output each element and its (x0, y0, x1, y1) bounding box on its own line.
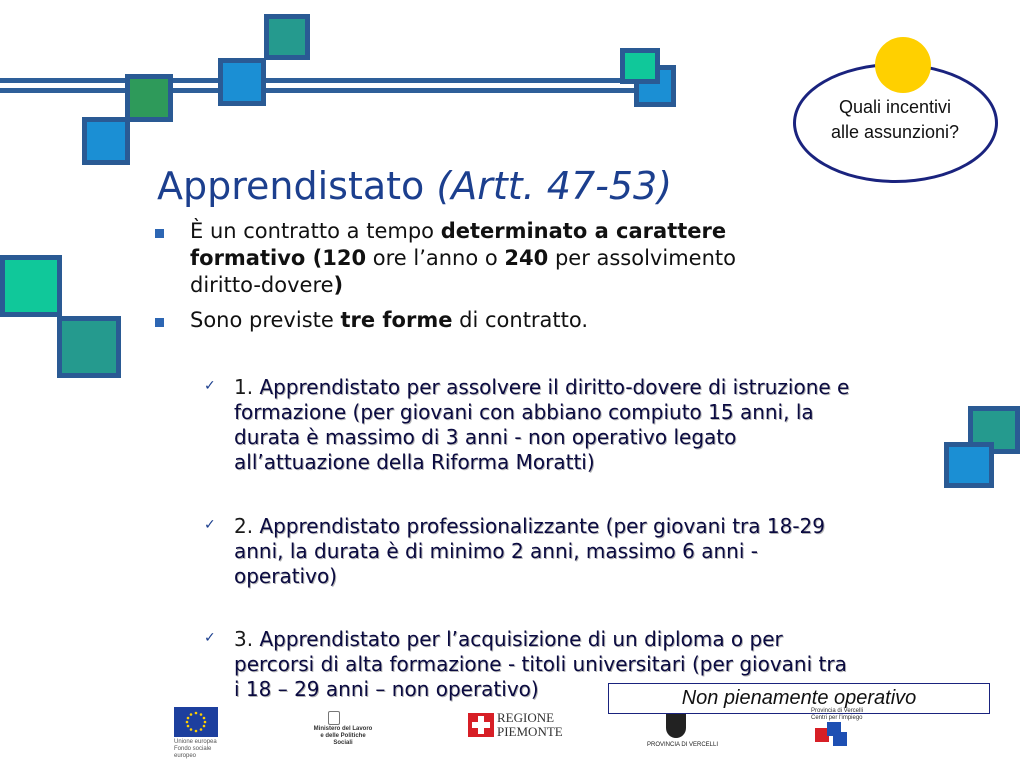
decor-line-top-2 (0, 88, 665, 93)
list-item (234, 375, 954, 475)
bullet-bold: ) (333, 273, 344, 297)
checkmark-icon: ✓ (204, 517, 216, 533)
checkmark-icon: ✓ (204, 378, 216, 394)
list-item (234, 514, 954, 589)
decor-line-top (0, 78, 665, 83)
sun-icon (875, 37, 931, 93)
bullet-bold: formativo (120 (190, 246, 367, 270)
item-number: 1. (234, 375, 260, 399)
bullet-text: ore l’anno o (366, 246, 505, 270)
decor-square (620, 48, 660, 84)
bullet-text: per assolvimento (548, 246, 736, 270)
ministry-logo-text (311, 726, 375, 747)
ministry-emblem-icon (328, 711, 340, 725)
bullet-text: diritto-dovere (190, 273, 334, 297)
eu-caption-line: Unione europea (174, 739, 217, 745)
callout-line: Quali incentivi (838, 97, 952, 117)
ministry-line: Ministero del Lavoro (313, 726, 373, 732)
item-number: 3. (234, 627, 260, 651)
decor-square (125, 74, 173, 122)
eu-caption-line: Fondo sociale europeo (174, 746, 212, 759)
puzzle-logo-icon (815, 722, 849, 746)
checkmark-icon: ✓ (204, 630, 216, 646)
decor-square (218, 58, 266, 106)
callout-text (800, 95, 990, 145)
eu-stars-icon (174, 707, 218, 737)
bullet-contract-type (190, 218, 870, 299)
title-articles: (Artt. 47-53) (436, 164, 673, 208)
item-text: i 18 – 29 anni – non operativo) (234, 677, 539, 701)
provincia-small-line: Centri per l'impiego (811, 715, 863, 721)
provincia-crest-icon (666, 714, 686, 738)
bullet-text: Sono previste (190, 308, 341, 332)
provincia-small-line: Provincia di Vercelli (811, 708, 864, 714)
eu-flag-logo (174, 707, 218, 737)
decor-square (57, 316, 121, 378)
eu-caption (174, 739, 234, 760)
item-text: durata è massimo di 3 anni - non operativo legato (234, 425, 737, 449)
bullet-text: di contratto. (452, 308, 589, 332)
bullet-three-forms (190, 307, 870, 334)
provincia-small-text (811, 708, 881, 722)
status-note: Non pienamente operativo (608, 683, 990, 714)
bullet-text: È un contratto a tempo (190, 219, 441, 243)
decor-square (264, 14, 310, 60)
bullet-bold: determinato a carattere (440, 219, 727, 243)
regione-flag-icon (468, 713, 494, 737)
callout-line: alle assunzioni? (830, 122, 960, 142)
item-text: Apprendistato professionalizzante (per giovani tra 18-29 (259, 514, 826, 538)
item-text: percorsi di alta formazione - titoli universitari (per giovani tra (234, 652, 847, 676)
bullet-bold: tre forme (340, 308, 453, 332)
item-text: operativo) (234, 564, 337, 588)
provincia-caption: PROVINCIA DI VERCELLI (647, 742, 719, 748)
item-text: formazione (per giovani con abbiano compiuto 15 anni, la (234, 400, 814, 424)
slide-title (157, 164, 672, 208)
decor-square (0, 255, 62, 317)
regione-line: REGIONE (497, 710, 555, 725)
item-text: Apprendistato per l’acquisizione di un diploma o per (259, 627, 783, 651)
item-text: all’attuazione della Riforma Moratti) (234, 450, 595, 474)
item-text: anni, la durata è di minimo 2 anni, massimo 6 anni - (234, 539, 758, 563)
item-text: Apprendistato per assolvere il diritto-dovere di istruzione e (259, 375, 850, 399)
bullet-square-icon (155, 318, 164, 327)
regione-line: PIEMONTE (497, 724, 563, 739)
regione-logo-text (497, 711, 563, 739)
ministry-line: e delle Politiche Sociali (320, 733, 366, 746)
item-number: 2. (234, 514, 260, 538)
title-main: Apprendistato (157, 164, 437, 208)
decor-square (82, 117, 130, 165)
bullet-bold: 240 (504, 246, 549, 270)
bullet-square-icon (155, 229, 164, 238)
